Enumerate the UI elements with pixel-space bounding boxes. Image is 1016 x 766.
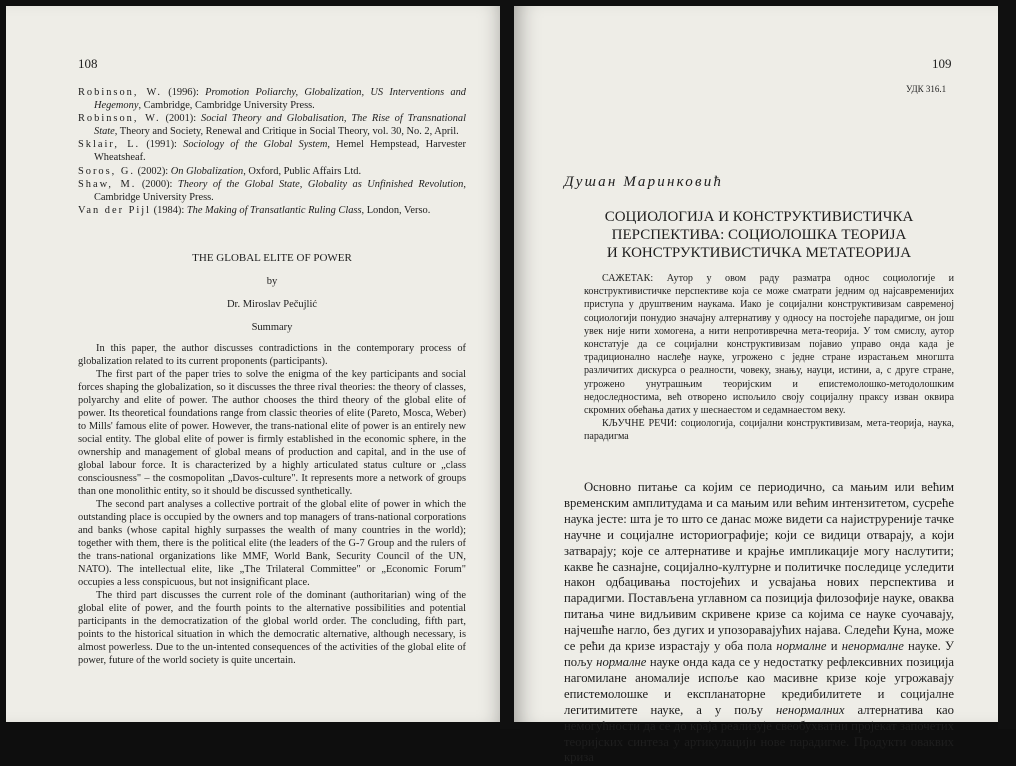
reference-author: Shaw, M. (78, 178, 137, 190)
reference-author: Robinson, W. (78, 87, 162, 98)
summary-title: THE GLOBAL ELITE OF POWER (192, 252, 352, 264)
reference-work-title: The Making of Transatlantic Ruling Class (186, 204, 362, 216)
reference-author: Sklair, L. (78, 139, 141, 151)
reference-author: Van der Pijl (78, 204, 152, 216)
title-line: И КОНСТРУКТИВИСТИЧКА МЕТАТЕОРИЈА (606, 245, 912, 261)
page-number: 109 (932, 56, 952, 71)
book-edge (998, 0, 1016, 729)
by-line: by (266, 276, 278, 287)
reference-work-title: Theory of the Global State, Globality as Unfinished Revolution (177, 178, 464, 190)
title-line: ПЕРСПЕКТИВА: СОЦИОЛОШКА ТЕОРИЈА (611, 227, 907, 243)
reference-entry: Shaw, M. (2000): Theory of the Global State, Globality as Unfinished Revolution, Cambridge University Press. (78, 178, 466, 203)
abstract (584, 272, 954, 444)
summary-author: Dr. Miroslav Pečujlić (226, 299, 318, 310)
article-author: Душан Маринковић (564, 174, 724, 190)
abstract-text: САЖЕТАК: Аутор у овом раду разматра однос социологије и конструктивистичке перспективе која се може сматрати једним од најсавременијих приступа у друштвеним наукама. Иако је социјални конструктивизам савременој социологији понудио значајну алтернативу у односу на постојеће парадигме, он још увек није нити хомогена, а нити непротивречна мета-теорија. У том смислу, аутор констатује да се социјални конструктивизам појавио управо онда када је традиционално наслеђе науке, угрожено с једне стране израстањем многшта различитих дискурса о реалности, човеку, знању, науци, истини, а, с друге стране, угрожено унутрашњим теоријским и епистемолошко-методолошким недоследностима, већ отворено испољило своју социјалну праксу изван оквира скромних обећања датих у шеснаестом и седамнаестом веку. (584, 273, 954, 417)
summary-paragraph: In this paper, the author discusses contradictions in the contemporary process of globalization related to its current proponents (participants). (78, 343, 466, 367)
reference-work-title: On Globalization (170, 165, 244, 177)
keywords: КЉУЧНЕ РЕЧИ: социологија, социјални конструктивизам, мета-теорија, наука, парадигма (584, 418, 954, 443)
reference-entry: Robinson, W. (2001): Social Theory and Globalisation, The Rise of Transnational State, Theory and Society, Renewal and Critique in Social Theory, vol. 30, No. 2, April. (78, 113, 466, 138)
reference-list (78, 86, 466, 217)
summary-paragraph: The second part analyses a collective portrait of the global elite of power in which the outstanding place is occupied by the owners and top managers of trans-national corporations and banks (whose capital highly surpasses the wealth of many countries in the world); together with them, there is the political elite (the leaders of the G-7 Group and the rulers of the trans-national organizations like MMF, World Bank, Security Council of the UN, NATO). The intellectual elite, like „The Trilateral Committee" or „Economic Forum" occupies a less conspicuous, but not insignificant place. (78, 499, 466, 588)
reference-entry: Robinson, W. (1996): Promotion Poliarchy, Globalization, US Interventions and Hegemony, Cambridge, Cambridge University Press. (78, 87, 466, 112)
left-page (6, 6, 506, 722)
reference-work-title: Promotion Poliarchy, Globalization, US Interventions and Hegemony (94, 87, 466, 112)
udk-code: УДК 316.1 (906, 84, 947, 94)
article-body (564, 480, 954, 766)
summary-text (78, 342, 466, 667)
summary-paragraph: The third part discusses the current role of the dominant (authoritarian) wing of the global elite of power, and the fourth points to the alternative possibilities and potential participants in the democratization of the global world order. The concluding, fifth part, points to the historical situation in which the democratic alternative, although necessary, is almost powerless. Due to the un-intented consequences of the activities of the global elite of power, future of the world society is quite uncertain. (78, 590, 466, 666)
reference-entry: Van der Pijl (1984): The Making of Transatlantic Ruling Class, London, Verso. (78, 204, 431, 216)
page-number: 108 (78, 56, 98, 71)
summary-paragraph: The first part of the paper tries to solve the enigma of the key participants and social forces shaping the globalization, so it discusses the three rival theories: the theory of classes, polyarchy and elite of power. The author chooses the third theory of the global elite of power. Its theoretical foundations range from classic theories of elite (Pareto, Mosca, Weber) to Mills' famous elite of power. However, the trans-national elite of power is an entirely new social entity. The global elite of power is firmly established in the economic sphere, in the ownership and management of global means of production and capital, and in the use of global labour force. It is characterized by a highly articulated status culture or „class consciousness" – the cosmopolitan „Davos-culture". It represents more a network of groups than one monolithic entity, so it should be discussed synthetically. (78, 369, 466, 497)
reference-entry: Soros, G. (2002): On Globalization, Oxford, Public Affairs Ltd. (78, 165, 362, 177)
body-paragraph: Основно питање са којим се периодично, са мањим или већим временским амплитудама и са мањим или већим интензитетом, сусреће наука јесте: шта је то што се данас може видети са најиструреније тачке научне и социјалне историографије; који се видици отварају, а који затварају; које се алтернативе и крајње импликације могу наслутити; какве ће сазнајне, социјално-културне и политичке последице уследити након одбацивања постојећих и усвајања нових перспектива и парадигми. Постављена углавном са позиција филозофије науке, оваква питања чине видљивим скривене кризе са којима се науке суочавају, најчешће нагло, без дугих и упозоравајућих најава. Следећи Куна, може се рећи да кризе израстају у оба пола нормалне и ненормалне науке. У пољу нормалне науке онда када се у недостатку рефлексивних позиција нагомилане аномалије испоље као масивне кризе које угрожавају епистемолошке и експланаторне кредибилитете и социјалне легитимитете науке, а у пољу ненормалних алтернатива као немогућности да се до краја реализује свеобухватни пројекат започетих теоријских синтеза у артикулацији нове парадигме. Продукти оваквих криза (564, 480, 955, 765)
reference-entry: Sklair, L. (1991): Sociology of the Global System, Hemel Hempstead, Harvester Wheatsheaf. (78, 139, 466, 164)
right-page (514, 6, 1008, 765)
article-title (564, 208, 954, 262)
reference-author: Robinson, W. (78, 113, 161, 125)
summary-heading: Summary (251, 322, 293, 333)
reference-work-title: Social Theory and Globalisation, The Rise of Transnational State (94, 113, 466, 138)
reference-work-title: Sociology of the Global System (183, 139, 328, 151)
reference-author: Soros, G. (78, 165, 135, 177)
title-line: СОЦИОЛОГИЈА И КОНСТРУКТИВИСТИЧКА (604, 209, 914, 225)
